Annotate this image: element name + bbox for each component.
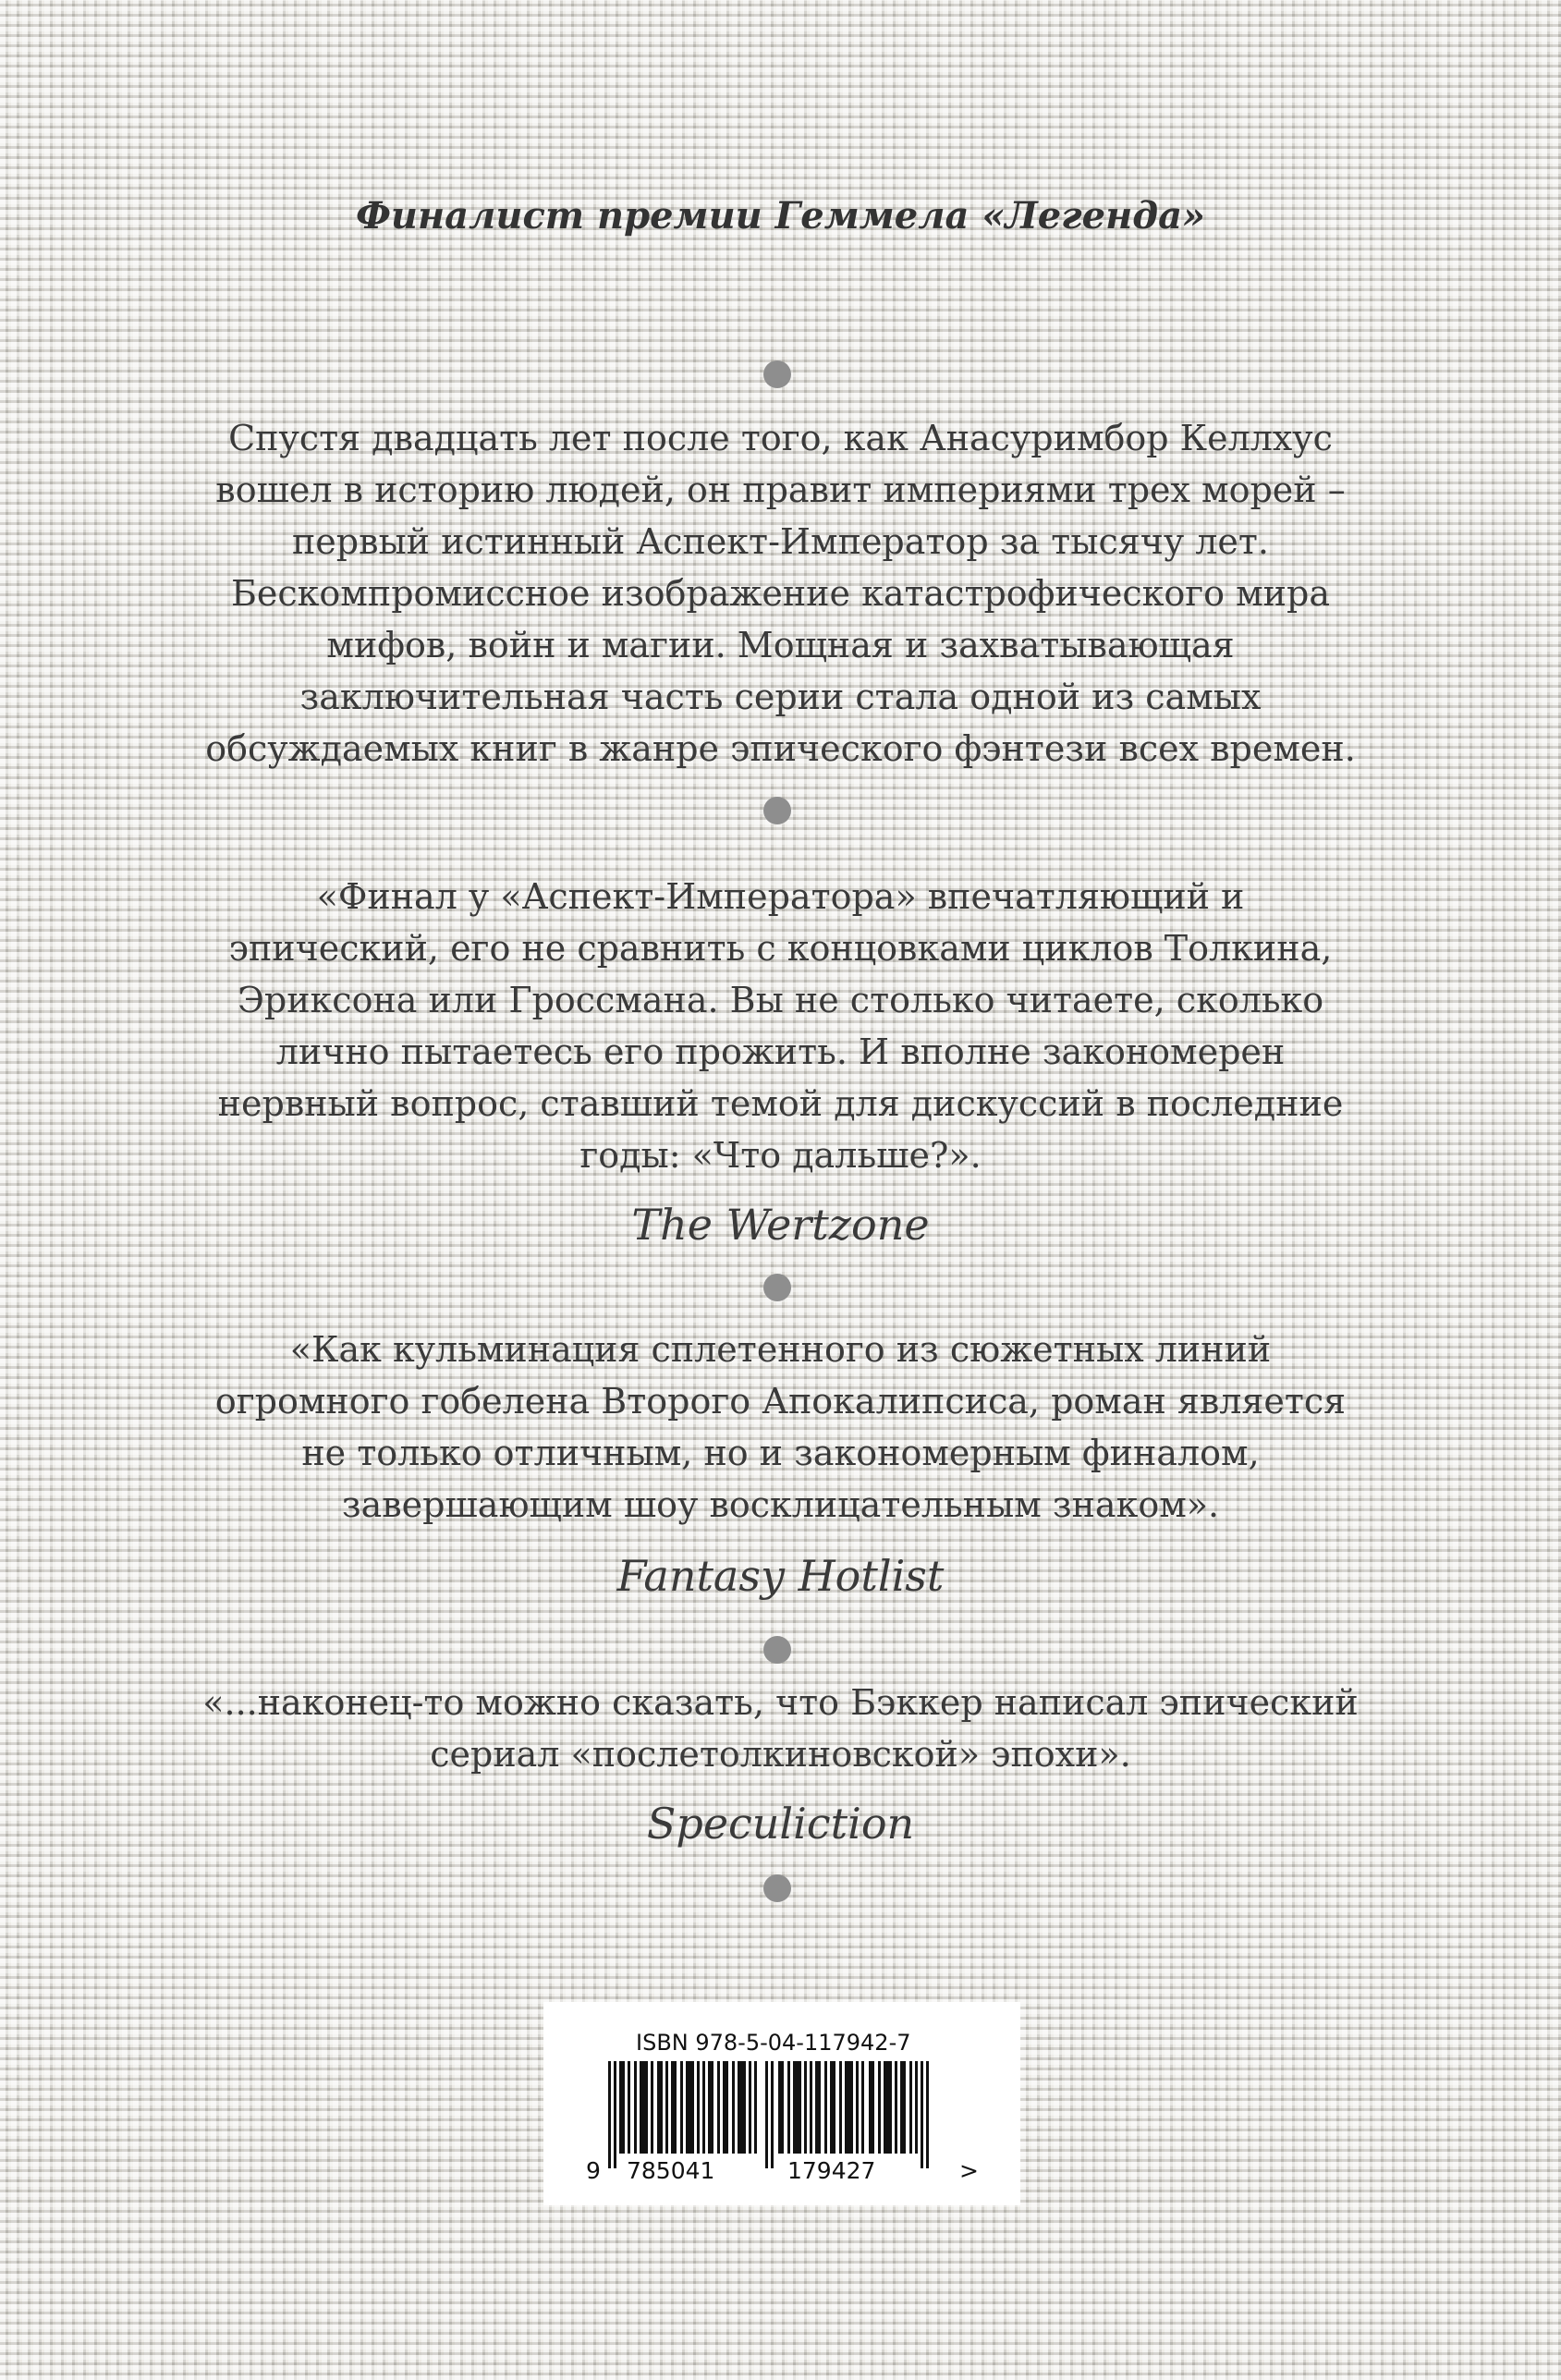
quote-line: нервный вопрос, ставший темой для дискуссий в последние	[217, 1083, 1344, 1124]
award-tagline: Финалист премии Геммела «Легенда»	[355, 194, 1206, 238]
isbn-label: ISBN 978-5-04-117942-7	[636, 2030, 911, 2056]
quote-line: «...наконец-то можно сказать, что Бэккер написал эпический	[202, 1682, 1359, 1723]
description-text	[0, 412, 1561, 775]
quote-line: «Финал у «Аспект-Императора» впечатляющий и	[316, 876, 1245, 917]
separator-dot	[763, 1274, 791, 1301]
review-quote-3	[0, 1677, 1561, 1780]
quote-line: Эриксона или Гроссмана. Вы не столько читаете, сколько	[237, 980, 1324, 1020]
quote-line: эпический, его не сравнить с концовками циклов Толкина,	[228, 928, 1333, 969]
quote-line: лично пытаетесь его прожить. И вполне закономерен	[275, 1031, 1286, 1072]
description-line: заключительная часть серии стала одной из самых	[299, 677, 1262, 717]
barcode-panel	[543, 2002, 1020, 2205]
quote-line: огромного гобелена Второго Апокалипсиса, роман является	[214, 1381, 1347, 1422]
separator-dot	[763, 797, 791, 824]
ean-quiet-zone-marker: >	[959, 2157, 979, 2184]
description-line: вошел в историю людей, он правит империями трех морей –	[215, 470, 1346, 510]
ean-first-digit: 9	[586, 2157, 601, 2184]
separator-dot	[763, 1874, 791, 1902]
quote-line: годы: «Что дальше?».	[579, 1135, 982, 1176]
description-line: Спустя двадцать лет после того, как Анасуримбор Келлхус	[228, 418, 1333, 458]
description-line: первый истинный Аспект-Император за тысячу лет.	[291, 521, 1269, 562]
quote-line: сериал «послетолкиновской» эпохи».	[430, 1734, 1131, 1775]
review-source-3: Speculiction	[646, 1799, 915, 1849]
review-quote-1	[0, 871, 1561, 1181]
ean-right-digits: 179427	[787, 2157, 876, 2184]
quote-line: «Как кульминация сплетенного из сюжетных линий	[289, 1329, 1272, 1370]
quote-line: не только отличным, но и закономерным финалом,	[301, 1433, 1260, 1473]
description-line: мифов, войн и магии. Мощная и захватывающая	[326, 625, 1235, 665]
separator-dot	[763, 1636, 791, 1664]
ean-left-digits: 785041	[627, 2157, 715, 2184]
description-line: обсуждаемых книг в жанре эпического фэнтези всех времен.	[205, 728, 1356, 769]
review-source-1: The Wertzone	[631, 1200, 930, 1250]
barcode-icon	[604, 2061, 956, 2168]
separator-dot	[763, 360, 791, 388]
review-source-2: Fantasy Hotlist	[616, 1551, 945, 1601]
description-line: Бескомпромиссное изображение катастрофического мира	[230, 573, 1330, 614]
review-quote-2	[0, 1324, 1561, 1531]
quote-line: завершающим шоу восклицательным знаком».	[341, 1484, 1220, 1525]
